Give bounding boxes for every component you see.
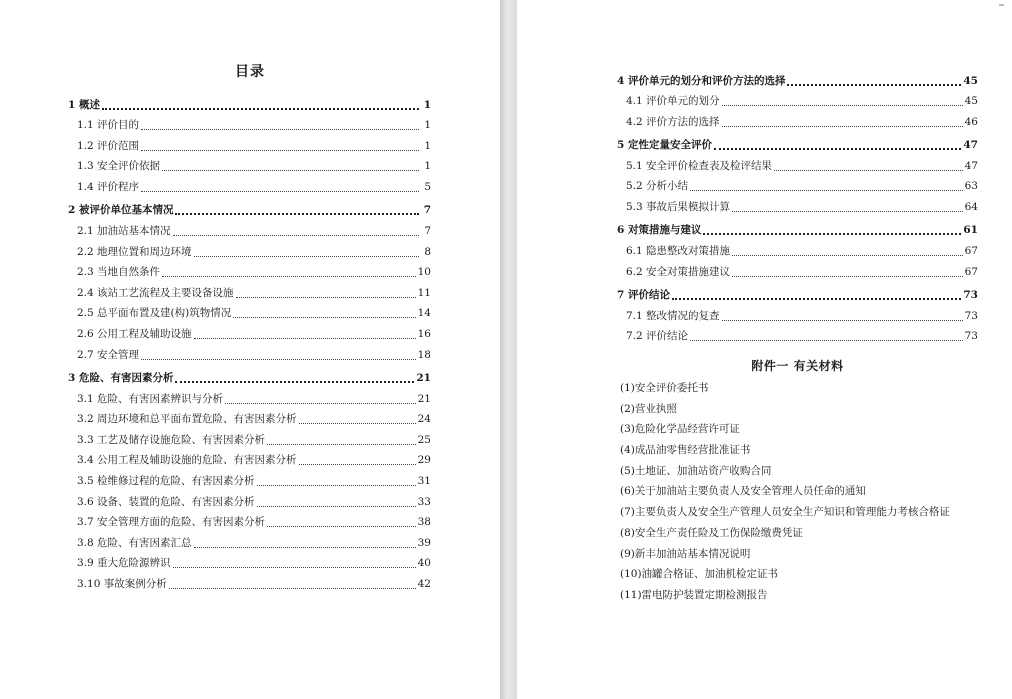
- page-gutter: [500, 0, 517, 699]
- toc-section-entry: [68, 173, 431, 194]
- toc-leader-dots: [194, 255, 419, 257]
- toc-section-entry: [68, 550, 431, 571]
- toc-entry-label: 2.3 当地自然条件: [77, 266, 161, 279]
- toc-section-entry: [617, 88, 978, 109]
- toc-section-entry: [68, 529, 431, 550]
- toc-chapter-entry: [68, 194, 431, 218]
- appendix-item: (6)关于加油站主要负责人及安全管理人员任命的通知: [620, 485, 866, 498]
- toc-leader-dots: [141, 128, 419, 130]
- toc-page-number: 42: [417, 577, 431, 590]
- toc-leader-dots: [194, 337, 416, 339]
- toc-page-number: 33: [417, 495, 431, 508]
- toc-entry-label: 3.1 危险、有害因素辨识与分析: [77, 392, 224, 405]
- toc-page-number: 5: [424, 180, 431, 193]
- toc-leader-dots: [194, 546, 416, 548]
- corner-mark: [999, 4, 1004, 6]
- appendix-item: (1)安全评价委托书: [620, 382, 709, 394]
- appendix-list: [620, 378, 980, 606]
- toc-leader-dots: [267, 525, 416, 527]
- toc-leader-dots: [162, 169, 419, 171]
- toc-leader-dots: [722, 104, 963, 106]
- toc-page-number: 31: [417, 475, 431, 487]
- toc-page-number: 47: [964, 159, 978, 172]
- toc-leader-dots: [787, 83, 961, 86]
- toc-leader-dots: [257, 505, 416, 507]
- toc-page-number: 1: [424, 139, 431, 152]
- toc-page-number: 47: [963, 139, 978, 152]
- toc-section-entry: [617, 323, 978, 344]
- toc-entry-label: 3.5 检维修过程的危险、有害因素分析: [77, 475, 255, 487]
- toc-page-number: 61: [963, 224, 978, 237]
- toc-entry-label: 5.3 事故后果模拟计算: [626, 200, 731, 213]
- toc-section-entry: [68, 300, 431, 321]
- toc-section-entry: [617, 258, 978, 279]
- toc-entry-label: 6 对策措施与建议: [617, 224, 702, 237]
- toc-leader-dots: [732, 275, 963, 277]
- toc-leader-dots: [233, 316, 415, 318]
- toc-page-number: 40: [417, 557, 431, 570]
- toc-leader-dots: [672, 297, 961, 300]
- toc-leader-dots: [703, 232, 961, 235]
- toc-section-entry: [68, 259, 431, 280]
- toc-section-entry: [68, 153, 431, 174]
- toc-entry-label: 7 评价结论: [617, 289, 670, 302]
- toc-entry-label: 3.10 事故案例分析: [77, 577, 167, 590]
- appendix-item: (3)危险化学品经营许可证: [620, 423, 740, 436]
- toc-chapter-entry: [68, 88, 431, 112]
- toc-entry-label: 5.2 分析小结: [626, 180, 689, 193]
- appendix-item: (11)雷电防护装置定期检测报告: [620, 588, 768, 601]
- toc-page-number: 8: [424, 245, 431, 258]
- toc-entry-label: 5 定性定量安全评价: [617, 139, 712, 152]
- toc-entry-label: 3.7 安全管理方面的危险、有害因素分析: [77, 516, 266, 529]
- toc-page-number: 18: [417, 348, 431, 361]
- toc-chapter-entry: [617, 279, 978, 303]
- toc-entry-label: 7.2 评价结论: [626, 330, 689, 343]
- toc-leader-dots: [732, 254, 963, 256]
- toc-page-number: 67: [964, 265, 978, 278]
- toc-page-number: 73: [964, 309, 978, 322]
- toc-page-number: 1: [424, 119, 431, 132]
- toc-entry-label: 5.1 安全评价检查表及检评结果: [626, 159, 773, 172]
- toc-page-number: 10: [417, 266, 431, 279]
- appendix-item: (4)成品油零售经营批准证书: [620, 444, 751, 457]
- toc-chapter-entry: [617, 214, 978, 238]
- toc-section-entry: [68, 467, 431, 488]
- appendix-title: 附件一 有关材料: [751, 359, 844, 373]
- toc-leader-dots: [722, 319, 963, 321]
- toc-section-entry: [68, 447, 431, 468]
- toc-page-number: 64: [964, 200, 978, 213]
- appendix-item: (5)土地证、加油站资产收购合同: [620, 464, 772, 477]
- toc-entry-label: 1.2 评价范围: [77, 139, 140, 152]
- toc-entry-label: 2.4 该站工艺流程及主要设备设施: [77, 286, 234, 299]
- toc-entry-label: 2 被评价单位基本情况: [68, 204, 174, 217]
- toc-chapter-entry: [68, 362, 431, 386]
- toc-page-number: 73: [963, 289, 978, 302]
- toc-leader-dots: [175, 380, 414, 383]
- toc-page-number: 46: [964, 115, 978, 128]
- toc-page-number: 63: [964, 180, 978, 193]
- right-toc-list: [617, 64, 978, 343]
- toc-entry-label: 2.1 加油站基本情况: [77, 224, 171, 237]
- toc-entry-label: 2.5 总平面布置及建(构)筑物情况: [77, 307, 232, 320]
- appendix-item: (7)主要负责人及安全生产管理人员安全生产知识和管理能力考核合格证: [620, 506, 950, 519]
- toc-leader-dots: [690, 189, 963, 191]
- toc-leader-dots: [774, 169, 963, 171]
- toc-chapter-entry: [617, 129, 978, 153]
- toc-page-number: 39: [417, 536, 431, 549]
- toc-entry-label: 3 危险、有害因素分析: [68, 372, 174, 385]
- toc-entry-label: 3.2 周边环境和总平面布置危险、有害因素分析: [77, 413, 297, 426]
- toc-leader-dots: [225, 402, 416, 404]
- toc-page-number: 24: [417, 413, 431, 426]
- toc-leader-dots: [141, 149, 419, 151]
- toc-entry-label: 6.2 安全对策措施建议: [626, 265, 731, 278]
- toc-page-number: 1: [423, 98, 431, 111]
- toc-leader-dots: [299, 463, 416, 465]
- toc-page-number: 21: [416, 372, 431, 385]
- toc-section-entry: [68, 112, 431, 133]
- toc-section-entry: [68, 341, 431, 362]
- toc-page-number: 38: [417, 516, 431, 529]
- toc-leader-dots: [173, 234, 419, 236]
- toc-leader-dots: [267, 443, 416, 445]
- toc-section-entry: [617, 237, 978, 258]
- toc-entry-label: 1.3 安全评价依据: [77, 160, 161, 173]
- right-page: [517, 0, 1012, 699]
- toc-page-number: 29: [417, 454, 431, 467]
- toc-section-entry: [68, 132, 431, 153]
- appendix-item: (2)营业执照: [620, 402, 677, 415]
- toc-entry-label: 3.9 重大危险源辨识: [77, 557, 171, 570]
- toc-leader-dots: [141, 190, 419, 192]
- toc-leader-dots: [299, 422, 416, 424]
- toc-leader-dots: [236, 296, 416, 298]
- toc-section-entry: [617, 302, 978, 323]
- appendix-item: (8)安全生产责任险及工伤保险缴费凭证: [620, 526, 803, 539]
- toc-entry-label: 6.1 隐患整改对策措施: [626, 245, 731, 258]
- toc-section-entry: [617, 193, 978, 214]
- toc-section-entry: [68, 279, 431, 300]
- toc-page-number: 45: [963, 74, 978, 87]
- toc-page-number: 21: [417, 392, 431, 405]
- toc-section-entry: [617, 108, 978, 129]
- toc-page-number: 14: [417, 307, 431, 320]
- toc-leader-dots: [141, 358, 416, 360]
- toc-entry-label: 1.4 评价程序: [77, 180, 140, 193]
- toc-page-number: 67: [964, 245, 978, 258]
- toc-entry-label: 2.7 安全管理: [77, 348, 140, 361]
- appendix-item: (9)新丰加油站基本情况说明: [620, 547, 751, 560]
- toc-entry-label: 4.2 评价方法的选择: [626, 115, 720, 128]
- toc-page-number: 73: [964, 330, 978, 343]
- toc-page-number: 11: [417, 286, 431, 299]
- toc-page-number: 7: [424, 224, 431, 237]
- toc-page-number: 45: [964, 95, 978, 108]
- toc-page-number: 25: [417, 433, 431, 446]
- toc-chapter-entry: [617, 64, 978, 88]
- toc-leader-dots: [175, 212, 419, 215]
- toc-section-entry: [68, 488, 431, 509]
- toc-leader-dots: [102, 107, 419, 110]
- toc-entry-label: 3.4 公用工程及辅助设施的危险、有害因素分析: [77, 454, 297, 467]
- toc-section-entry: [68, 570, 431, 591]
- toc-entry-label: 4.1 评价单元的划分: [626, 95, 720, 108]
- toc-leader-dots: [257, 484, 416, 486]
- toc-entry-label: 3.6 设备、装置的危险、有害因素分析: [77, 495, 255, 508]
- appendix-item: (10)油罐合格证、加油机检定证书: [620, 568, 779, 581]
- toc-title: 目录: [235, 64, 265, 80]
- toc-entry-label: 2.6 公用工程及辅助设施: [77, 327, 192, 340]
- left-page: [0, 0, 500, 699]
- toc-page-number: 1: [424, 160, 431, 173]
- toc-section-entry: [68, 320, 431, 341]
- toc-entry-label: 3.8 危险、有害因素汇总: [77, 536, 192, 549]
- toc-section-entry: [68, 509, 431, 530]
- toc-leader-dots: [169, 587, 416, 589]
- toc-entry-label: 3.3 工艺及储存设施危险、有害因素分析: [77, 433, 266, 446]
- toc-leader-dots: [714, 147, 961, 150]
- toc-entry-label: 1 概述: [68, 98, 100, 111]
- toc-leader-dots: [162, 275, 416, 277]
- toc-section-entry: [68, 385, 431, 406]
- left-toc-list: [68, 88, 431, 591]
- toc-leader-dots: [722, 125, 963, 127]
- toc-section-entry: [68, 238, 431, 259]
- toc-entry-label: 4 评价单元的划分和评价方法的选择: [617, 74, 786, 87]
- toc-page-number: 16: [417, 327, 431, 340]
- toc-section-entry: [68, 406, 431, 427]
- toc-entry-label: 2.2 地理位置和周边环境: [77, 245, 192, 258]
- toc-leader-dots: [732, 210, 963, 212]
- toc-section-entry: [68, 426, 431, 447]
- toc-leader-dots: [690, 339, 963, 341]
- toc-leader-dots: [173, 566, 416, 568]
- toc-entry-label: 1.1 评价目的: [77, 119, 140, 132]
- toc-page-number: 7: [423, 204, 431, 217]
- toc-section-entry: [617, 152, 978, 173]
- toc-section-entry: [68, 217, 431, 238]
- toc-section-entry: [617, 173, 978, 194]
- toc-entry-label: 7.1 整改情况的复查: [626, 309, 720, 322]
